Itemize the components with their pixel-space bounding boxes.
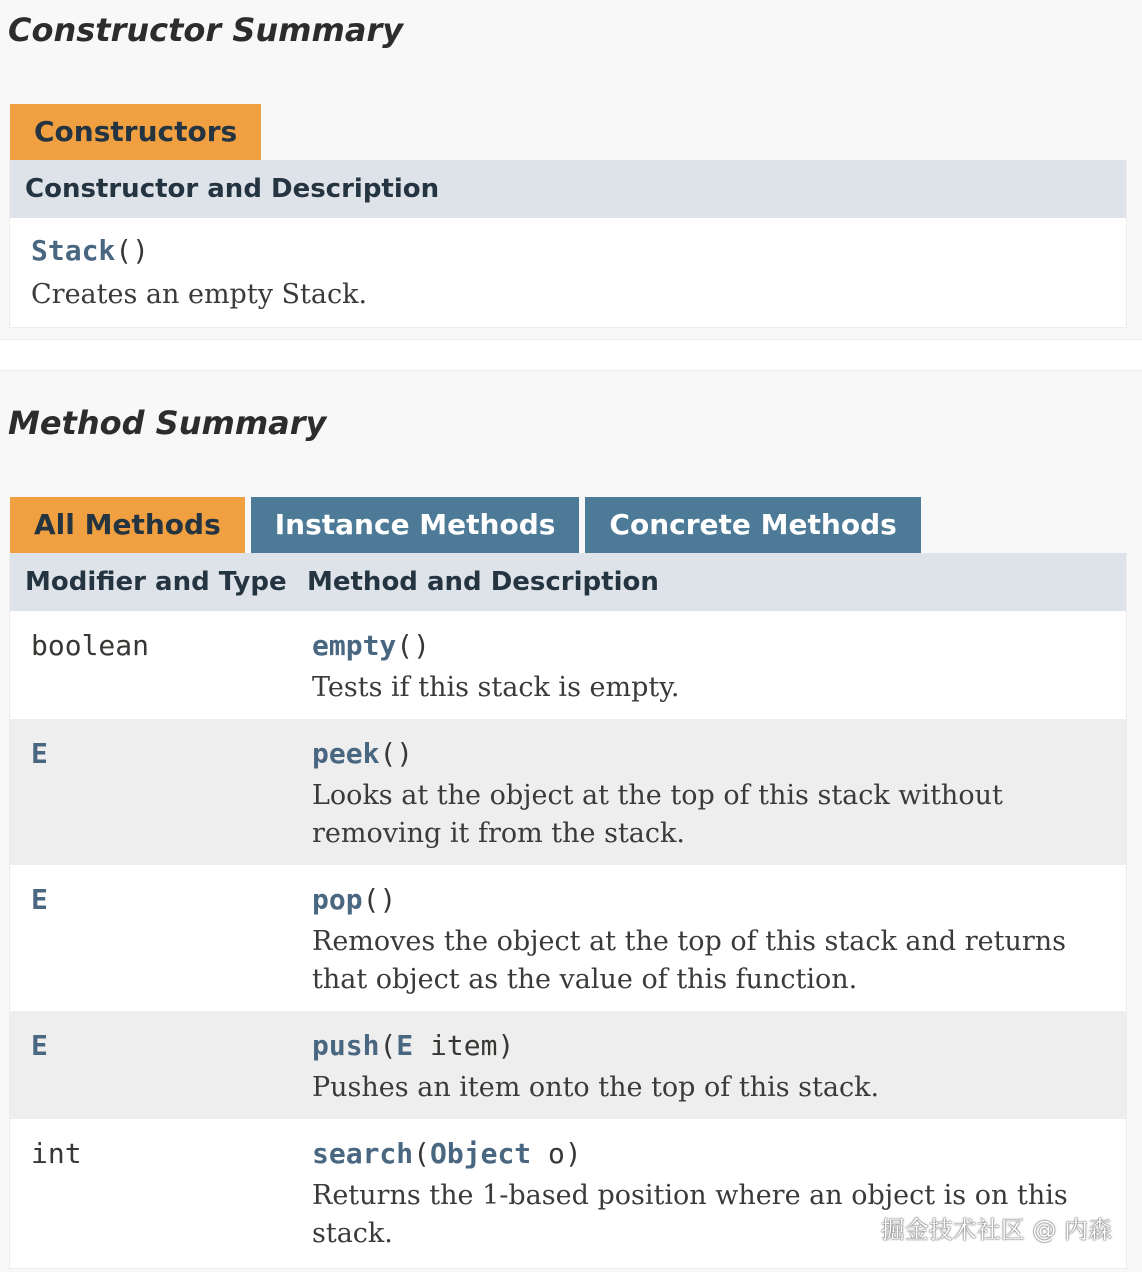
method-description: Tests if this stack is empty. (312, 672, 680, 703)
table-row (10, 719, 1126, 865)
watermark: 掘金技术社区 @ 内森 (880, 1216, 1112, 1244)
param-type-link[interactable]: E (396, 1029, 414, 1062)
constructor-header-label: Constructor and Description (25, 174, 440, 204)
method-description: Pushes an item onto the top of this stack. (312, 1072, 880, 1103)
paren-open: ( (413, 1137, 431, 1170)
table-row (10, 218, 1126, 326)
constructor-table (9, 160, 1127, 328)
table-row (10, 611, 1126, 719)
paren-open: ( (379, 1029, 397, 1062)
constructor-summary-section (0, 0, 1142, 340)
table-row (10, 865, 1126, 1011)
method-return-type-link[interactable]: E (31, 1029, 48, 1062)
method-return-type: int (31, 1137, 82, 1170)
method-signature (312, 1029, 514, 1062)
param-name: item (413, 1029, 498, 1062)
method-return-type-link[interactable]: E (31, 883, 48, 916)
tab-all-methods[interactable]: All Methods (10, 497, 245, 553)
tab-instance-methods[interactable]: Instance Methods (251, 497, 580, 553)
header-modifier-type: Modifier and Type (25, 567, 287, 597)
method-summary-title: Method Summary (8, 404, 327, 442)
method-table-header (10, 553, 1126, 611)
method-description: Looks at the object at the top of this stack without removing it from the stack. (312, 780, 1003, 849)
constructor-params: () (115, 234, 150, 267)
method-link-peek[interactable]: peek (312, 737, 380, 770)
paren-close: ) (497, 1029, 515, 1062)
method-link-empty[interactable]: empty (312, 629, 397, 662)
param-name: o (531, 1137, 565, 1170)
method-signature (312, 629, 430, 662)
method-signature (312, 883, 396, 916)
method-tabs (10, 497, 927, 553)
paren-close: ) (396, 737, 414, 770)
constructor-tabs (10, 104, 267, 160)
paren-open: ( (379, 737, 397, 770)
method-signature (312, 1137, 582, 1170)
paren-open: ( (396, 629, 414, 662)
method-table (9, 553, 1127, 1269)
method-summary-section (0, 370, 1142, 1272)
paren-close: ) (564, 1137, 582, 1170)
paren-open: ( (362, 883, 380, 916)
paren-close: ) (413, 629, 431, 662)
method-return-type: boolean (31, 629, 150, 662)
method-link-search[interactable]: search (312, 1137, 414, 1170)
table-row (10, 1011, 1126, 1119)
constructor-table-header (10, 160, 1126, 218)
constructor-signature (31, 234, 149, 267)
param-type-link[interactable]: Object (430, 1137, 532, 1170)
method-signature (312, 737, 413, 770)
method-return-type-link[interactable]: E (31, 737, 48, 770)
constructor-description: Creates an empty Stack. (31, 279, 368, 310)
constructor-summary-title: Constructor Summary (8, 11, 404, 49)
tab-constructors[interactable]: Constructors (10, 104, 261, 160)
constructor-link[interactable]: Stack (31, 234, 116, 267)
method-link-push[interactable]: push (312, 1029, 380, 1062)
method-description: Returns the 1-based position where an object is on this stack. (312, 1180, 1068, 1249)
header-method-description: Method and Description (307, 567, 659, 597)
tab-concrete-methods[interactable]: Concrete Methods (585, 497, 920, 553)
method-link-pop[interactable]: pop (312, 883, 363, 916)
method-description: Removes the object at the top of this stack and returns that object as the value of this function. (312, 926, 1067, 995)
paren-close: ) (379, 883, 397, 916)
